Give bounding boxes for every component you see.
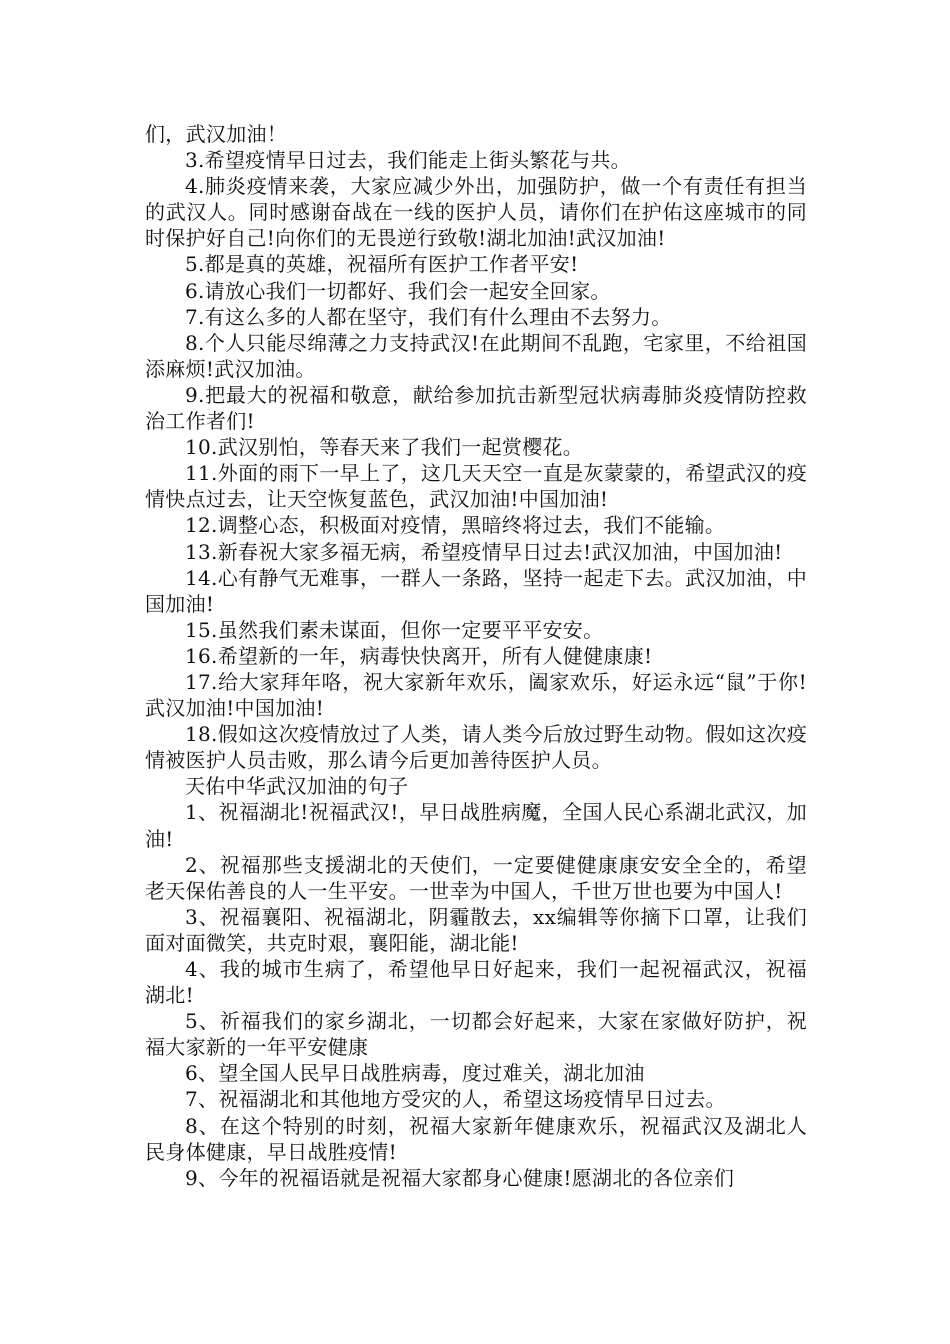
- paragraph: 11.外面的雨下一早上了，这几天天空一直是灰蒙蒙的，希望武汉的疫情快点过去，让天空恢复蓝色，武汉加油!中国加油!: [145, 461, 807, 512]
- paragraph: 6、望全国人民早日战胜病毒，度过难关，湖北加油: [185, 1061, 645, 1086]
- paragraph: 3.希望疫情早日过去，我们能走上街头繁花与共。: [185, 148, 631, 173]
- paragraph: 4.肺炎疫情来袭，大家应减少外出，加强防护，做一个有责任有担当的武汉人。同时感谢奋战在一线的医护人员，请你们在护佑这座城市的同时保护好自己!向你们的无畏逆行致敬!湖北加油!武汉加油!: [145, 174, 807, 251]
- paragraph: 6.请放心我们一切都好、我们会一起安全回家。: [185, 278, 611, 303]
- paragraph: 18.假如这次疫情放过了人类，请人类今后放过野生动物。假如这次疫情被医护人员击败，那么请今后更加善待医护人员。: [145, 722, 807, 773]
- paragraph: 10.武汉别怕，等春天来了我们一起赏樱花。: [185, 435, 584, 460]
- paragraph: 3、祝福襄阳、祝福湖北，阴霾散去，xx编辑等你摘下口罩，让我们面对面微笑，共克时艰，襄阳能，湖北能!: [145, 904, 807, 955]
- document-body: [145, 121, 807, 1191]
- paragraph: 4、我的城市生病了，希望他早日好起来，我们一起祝福武汉，祝福湖北!: [145, 957, 807, 1008]
- paragraph: 们，武汉加油！: [145, 122, 288, 146]
- paragraph: 7、祝福湖北和其他地方受灾的人，希望这场疫情早日过去。: [185, 1087, 726, 1112]
- paragraph: 1、祝福湖北!祝福武汉!，早日战胜病魔，全国人民心系湖北武汉，加油!: [145, 800, 807, 851]
- paragraph: 14.心有静气无难事，一群人一条路，坚持一起走下去。武汉加油，中国加油!: [145, 565, 807, 616]
- paragraph: 16.希望新的一年，病毒快快离开，所有人健健康康!: [185, 643, 653, 668]
- paragraph: 5、祈福我们的家乡湖北，一切都会好起来，大家在家做好防护，祝福大家新的一年平安健康: [145, 1009, 807, 1060]
- paragraph: 8、在这个特别的时刻，祝福大家新年健康欢乐，祝福武汉及湖北人民身体健康，早日战胜疫情!: [145, 1113, 807, 1164]
- paragraph: 12.调整心态，积极面对疫情，黑暗终将过去，我们不能输。: [185, 513, 726, 538]
- paragraph: 17.给大家拜年咯，祝大家新年欢乐，阖家欢乐，好运永远“鼠”于你!武汉加油!中国加油!: [145, 669, 807, 721]
- paragraph: 5.都是真的英雄，祝福所有医护工作者平安!: [185, 252, 579, 277]
- paragraph: 9.把最大的祝福和敬意，献给参加抗击新型冠状病毒肺炎疫情防控救治工作者们!: [145, 382, 807, 434]
- paragraph: 8.个人只能尽绵薄之力支持武汉!在此期间不乱跑，宅家里，不给祖国添麻烦!武汉加油。: [145, 330, 807, 381]
- paragraph: 9、今年的祝福语就是祝福大家都身心健康!愿湖北的各位亲们: [185, 1165, 735, 1190]
- paragraph: 13.新春祝大家多福无病，希望疫情早日过去!武汉加油，中国加油!: [185, 539, 783, 564]
- paragraph: 2、祝福那些支援湖北的天使们，一定要健健康康安安全全的，希望老天保佑善良的人一生平安。一世幸为中国人，千世万世也要为中国人!: [145, 852, 807, 903]
- paragraph: 7.有这么多的人都在坚守，我们有什么理由不去努力。: [185, 304, 672, 329]
- paragraph: 15.虽然我们素未谋面，但你一定要平平安安。: [185, 617, 604, 642]
- section-heading: 天佑中华武汉加油的句子: [185, 774, 409, 799]
